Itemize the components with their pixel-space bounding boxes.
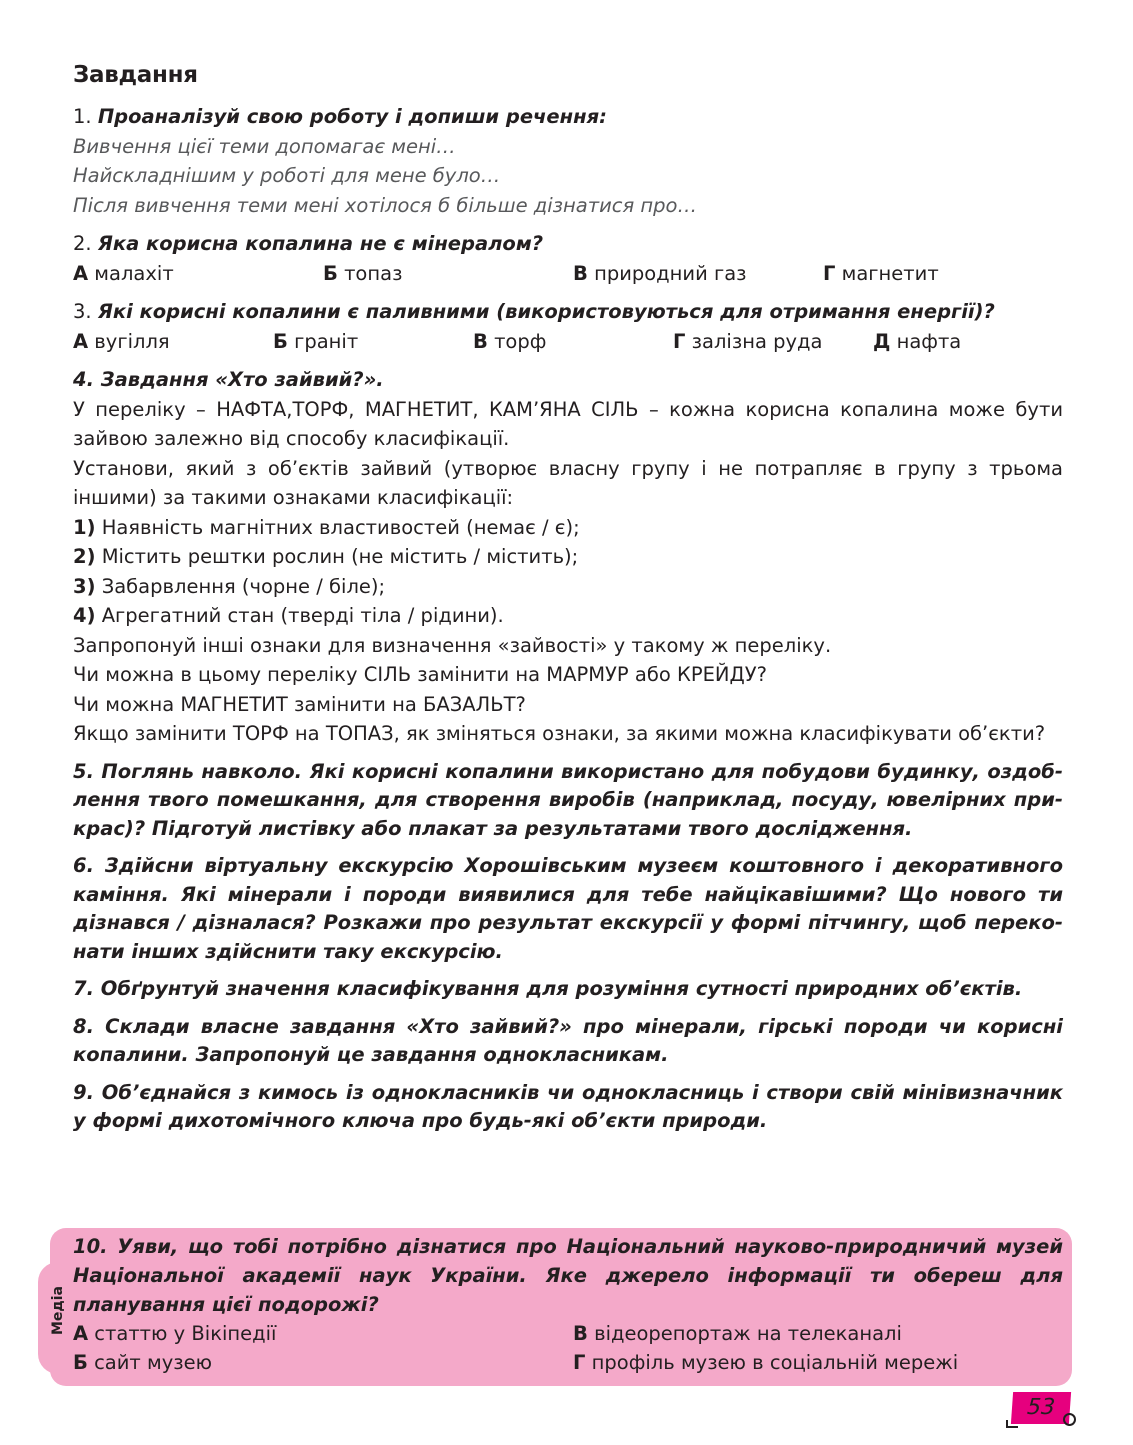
option-g: Г магнетит <box>823 261 939 285</box>
task-10 <box>73 1232 1063 1377</box>
task-4-note: Запропонуй інші ознаки для визначення «зайвості» у такому ж переліку. <box>73 633 832 657</box>
task-3-number: 3. <box>73 300 92 323</box>
corner-mark-icon <box>1006 1420 1018 1428</box>
option-d: Д нафта <box>873 329 962 353</box>
task-10-options-row <box>73 1348 1063 1377</box>
task-4 <box>73 365 1063 749</box>
section-heading: Завдання <box>73 62 198 88</box>
task-4-note: Чи можна МАГНЕТИТ замінити на БАЗАЛЬТ? <box>73 692 526 716</box>
task-7: 7. Обґрунтуй значення класифікування для розуміння сутності природних об’єктів. <box>73 977 1023 1000</box>
task-9: 9. Об’єднайся з кимось із однокласників чи однокласниць і створи свій мінівизначник у формі дихотомічного ключа про будь-які об’єкти природи. <box>73 1080 1063 1132</box>
task-4-note: Чи можна в цьому переліку СІЛЬ замінити на МАРМУР або КРЕЙДУ? <box>73 663 767 686</box>
task-6: 6. Здійсни віртуальну екскурсію Хорошівським музеєм коштовного і декоративного каміння. Які мінерали і породи виявилися для тебе найцікавішими? Що нового ти дізнався / дізналася? Розкажи про результат екскурсії у формі пітчингу, щоб переконати інших здійснити таку екскурсію. <box>73 854 1063 963</box>
media-label: Медіа <box>50 1286 66 1335</box>
task-10-options-row <box>73 1319 1063 1348</box>
task-4-note: Якщо замінити ТОРФ на ТОПАЗ, як зміняться ознаки, за якими можна класифікувати об’єкти? <box>73 722 1046 745</box>
option-g: Г залізна руда <box>673 329 823 353</box>
option-v: В природний газ <box>573 261 747 285</box>
page-content <box>73 62 1063 1145</box>
task-10-question: 10. Уяви, що тобі потрібно дізнатися про Національний науково-природничий музей Національної академії наук України. Яке джерело інформації ти обереш для планування цієї подорожі? <box>73 1235 1063 1316</box>
option-a: А малахіт <box>73 261 174 285</box>
task-3-options <box>73 327 1063 357</box>
task-2-question: Яка корисна копалина не є мінералом? <box>97 232 544 255</box>
task-4-title: 4. Завдання «Хто зайвий?». <box>73 368 384 391</box>
task-4-paragraph: Установи, який з об’єктів зайвий (утворює власну групу і не потрапляє в групу з трьома іншими) за такими ознаками класифікації: <box>73 456 1063 509</box>
task-1-line: Вивчення цієї теми допомагає мені… <box>73 134 456 158</box>
task-4-item: 3) Забарвлення (чорне / біле); <box>73 574 386 598</box>
option-v: В торф <box>473 329 547 353</box>
task-2 <box>73 229 1063 288</box>
task-2-number: 2. <box>73 232 92 255</box>
task-1-line: Найскладнішим у роботі для мене було… <box>73 164 501 187</box>
option-a: А статтю у Вікіпедії <box>73 1322 277 1345</box>
task-4-item: 1) Наявність магнітних властивостей (немає / є); <box>73 515 580 539</box>
corner-dot-icon <box>1063 1413 1076 1426</box>
page-number: 53 <box>1011 1392 1071 1424</box>
task-8: 8. Склади власне завдання «Хто зайвий?» про мінерали, гірські породи чи корисні копалини. Запропонуй це завдання однокласникам. <box>73 1014 1063 1066</box>
option-v: В відеорепортаж на телеканалі <box>573 1322 902 1345</box>
option-b: Б сайт музею <box>73 1351 213 1374</box>
task-1-question: Проаналізуй свою роботу і допиши речення: <box>97 105 607 128</box>
option-g: Г профіль музею в соціальній мережі <box>573 1351 959 1374</box>
task-3 <box>73 297 1063 356</box>
task-1-number: 1. <box>73 105 92 128</box>
option-b: Б топаз <box>323 261 403 285</box>
task-1 <box>73 102 1063 220</box>
task-4-paragraph: У переліку – НАФТА,ТОРФ, МАГНЕТИТ, КАМ’ЯНА СІЛЬ – кожна корисна копалина може бути зайвою залежно від способу класифікації. <box>73 397 1063 450</box>
option-b: Б граніт <box>273 329 359 353</box>
task-1-line: Після вивчення теми мені хотілося б більше дізнатися про… <box>73 193 697 217</box>
task-3-question: Які корисні копалини є паливними (використовуються для отримання енергії)? <box>97 300 995 323</box>
task-4-item: 2) Містить рештки рослин (не містить / містить); <box>73 545 579 568</box>
task-4-item: 4) Агрегатний стан (тверді тіла / рідини). <box>73 604 504 627</box>
task-2-options <box>73 259 1063 289</box>
task-5: 5. Поглянь навколо. Які корисні копалини використано для побудови будинку, оздоблення твого помешкання, для створення виробів (наприклад, посуду, ювелірних прикрас)? Підготуй листівку або плакат за результатами твого дослідження. <box>73 759 1063 840</box>
option-a: А вугілля <box>73 329 170 353</box>
